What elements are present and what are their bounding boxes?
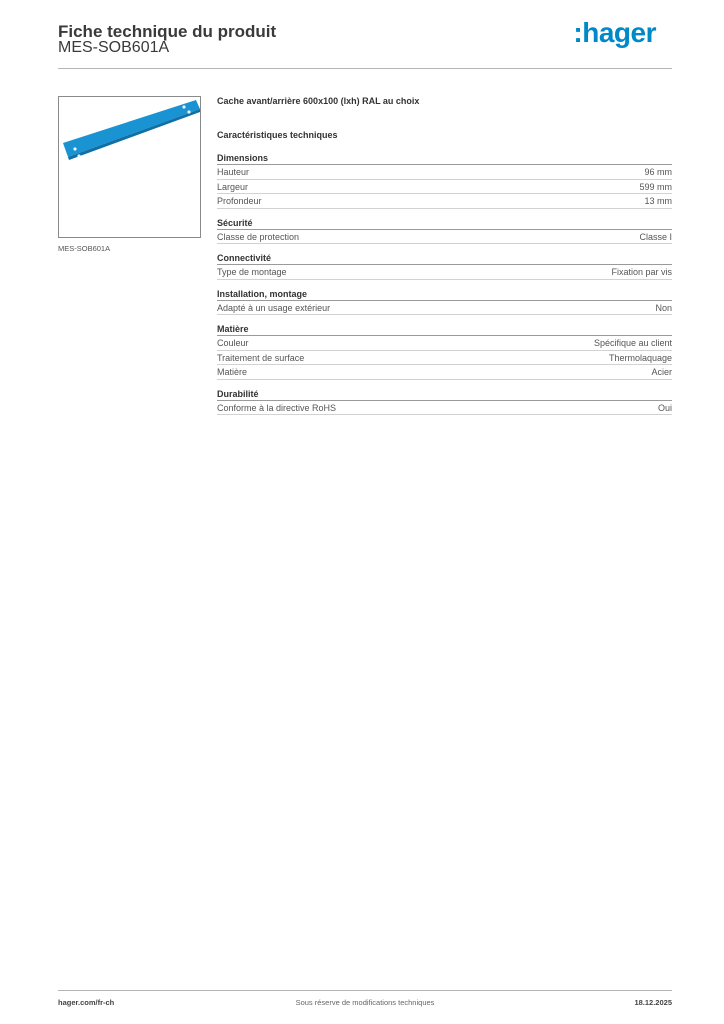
spec-row [217, 336, 672, 351]
spec-row [217, 351, 672, 366]
spec-value: 599 mm [639, 181, 672, 192]
product-code: MES-SOB601A [58, 39, 170, 56]
group-title: Sécurité [217, 217, 672, 230]
spec-row [217, 194, 672, 209]
spec-row [217, 230, 672, 245]
technical-specs-heading: Caractéristiques techniques [217, 130, 338, 140]
group-title: Connectivité [217, 252, 672, 265]
group-title: Installation, montage [217, 288, 672, 301]
spec-group-durability [217, 388, 672, 416]
spec-group-connectivity [217, 252, 672, 280]
spec-value: Acier [651, 367, 672, 377]
spec-group-material [217, 323, 672, 380]
spec-value: Spécifique au client [593, 338, 672, 348]
page-header [58, 17, 672, 69]
spec-content [217, 96, 672, 423]
spec-value: Oui [657, 402, 672, 413]
spec-value: 96 mm [644, 167, 672, 177]
spec-group-installation [217, 288, 672, 316]
spec-row [217, 165, 672, 180]
spec-label: Hauteur [217, 167, 250, 177]
group-title: Durabilité [217, 388, 672, 401]
spec-label: Profondeur [217, 196, 262, 206]
hager-logo [573, 17, 656, 48]
spec-label: Conforme à la directive RoHS [217, 402, 337, 413]
header-divider [58, 68, 672, 69]
spec-label: Classe de protection [217, 231, 300, 242]
spec-value: Classe I [639, 231, 672, 242]
image-caption: MES-SOB601A [58, 244, 111, 253]
footer-divider [58, 990, 672, 991]
footer-date: 18.12.2025 [634, 998, 672, 1007]
spec-row [217, 365, 672, 380]
logo-text: :hager [573, 17, 656, 48]
spec-group-dimensions [217, 152, 672, 209]
spec-value: Non [655, 302, 672, 313]
spec-row [217, 301, 672, 316]
footer-website-link[interactable]: hager.com/fr-ch [58, 998, 115, 1007]
spec-label: Matière [217, 367, 248, 377]
spec-label: Traitement de surface [217, 352, 305, 363]
page-footer [58, 998, 672, 1010]
spec-row [217, 180, 672, 195]
spec-label: Largeur [217, 181, 249, 192]
page-title: Fiche technique du produit [58, 22, 277, 41]
spec-group-security [217, 217, 672, 245]
spec-row [217, 265, 672, 280]
spec-value: Thermolaquage [608, 352, 672, 363]
group-title: Dimensions [217, 152, 672, 165]
group-title: Matière [217, 323, 672, 336]
spec-value: Fixation par vis [611, 267, 672, 277]
spec-label: Adapté à un usage extérieur [217, 302, 331, 313]
spec-label: Couleur [217, 338, 249, 348]
cover-panel-icon [59, 97, 200, 237]
spec-row [217, 401, 672, 416]
footer-notice: Sous réserve de modifications techniques [295, 998, 435, 1007]
spec-value: 13 mm [644, 196, 672, 206]
product-description: Cache avant/arrière 600x100 (lxh) RAL au choix [217, 96, 420, 106]
spec-label: Type de montage [217, 267, 287, 277]
product-image [58, 96, 201, 238]
